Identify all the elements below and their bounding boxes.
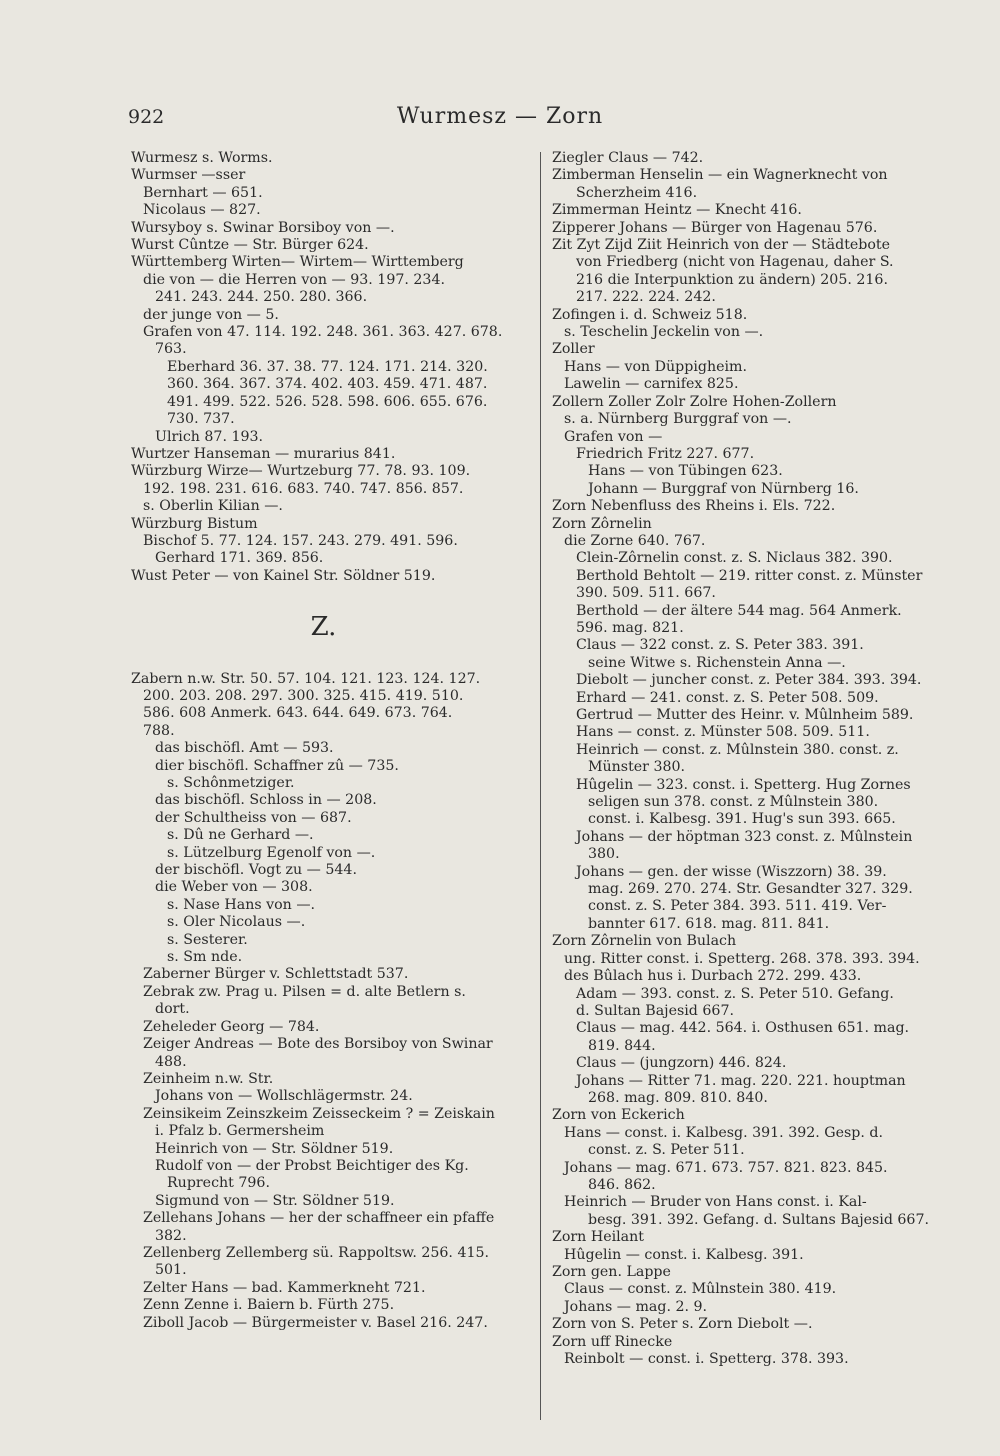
index-entry-line: Ruprecht 796. [167, 1175, 270, 1192]
index-entry-line: seligen sun 378. const. z Mûlnstein 380. [588, 794, 879, 811]
index-entry-line: Erhard — 241. const. z. S. Peter 508. 509. [576, 689, 879, 706]
running-title: Wurmesz — Zorn [396, 104, 604, 129]
index-entry-line: s. Sesterer. [167, 931, 248, 948]
index-entry-line: 586. 608 Anmerk. 643. 644. 649. 673. 764. [143, 705, 453, 722]
index-entry-line: s. Nase Hans von —. [167, 896, 316, 913]
index-entry-line: Hans — const. i. Kalbesg. 391. 392. Gesp. d. [564, 1124, 883, 1141]
index-entry-line: Zorn Heilant [552, 1229, 644, 1246]
index-entry-line: Zit Zyt Zijd Ziit Heinrich von der — Städtebote [552, 237, 891, 254]
index-entry-line: Berthold — der ältere 544 mag. 564 Anmerk. [576, 602, 902, 619]
index-entry-line: 380. [588, 846, 620, 863]
column-divider [540, 152, 541, 1420]
index-entry-line: Johann — Burggraf von Nürnberg 16. [588, 480, 859, 497]
index-entry-line: const. z. S. Peter 511. [588, 1142, 745, 1159]
index-entry-line: Zofingen i. d. Schweiz 518. [552, 306, 748, 323]
index-entry-line: 382. [155, 1227, 187, 1244]
index-entry-line: Zellenberg Zellemberg sü. Rappoltsw. 256. 415. [143, 1244, 490, 1261]
index-entry-line: das bischöfl. Amt — 593. [155, 740, 334, 757]
index-entry-line: 491. 499. 522. 526. 528. 598. 606. 655. 676. [167, 393, 488, 410]
index-entry-line: Berthold Behtolt — 219. ritter const. z. Münster [576, 567, 923, 584]
index-entry-line: 819. 844. [588, 1037, 656, 1054]
index-entry-line: Hans — von Düppigheim. [564, 358, 747, 375]
index-entry-line: die Weber von — 308. [155, 879, 313, 896]
index-entry-line: Claus — 322 const. z. S. Peter 383. 391. [576, 637, 864, 654]
index-entry-line: Adam — 393. const. z. S. Peter 510. Gefang. [576, 985, 894, 1002]
index-entry-line: 788. [143, 722, 175, 739]
index-entries-z-continued [552, 150, 962, 1368]
index-entry-line: Zipperer Johans — Bürger von Hagenau 576. [552, 219, 878, 236]
index-entry-line: Reinbolt — const. i. Spetterg. 378. 393. [564, 1351, 849, 1368]
index-entry-line: const. z. S. Peter 384. 393. 511. 419. Ver- [588, 898, 887, 915]
index-entry-line: der bischöfl. Vogt zu — 544. [155, 862, 357, 879]
left-column [131, 150, 536, 1332]
index-entry-line: 501. [155, 1262, 187, 1279]
index-entry-line: s. Lützelburg Egenolf von —. [167, 844, 376, 861]
index-entry-line: der Schultheiss von — 687. [155, 809, 352, 826]
index-entry-line: Ziboll Jacob — Bürgermeister v. Basel 216. 247. [143, 1314, 488, 1331]
index-entry-line: Würzburg Wirze— Wurtzeburg 77. 78. 93. 109. [131, 463, 471, 480]
index-entry-line: s. Sm nde. [167, 949, 243, 966]
index-entry-line: Würzburg Bistum [131, 515, 258, 532]
index-entry-line: Ziegler Claus — 742. [552, 150, 704, 166]
index-entry-line: Wurmesz s. Worms. [131, 150, 273, 166]
index-entry-line: Eberhard 36. 37. 38. 77. 124. 171. 214. 320. [167, 358, 488, 375]
index-entry-line: Zorn Nebenfluss des Rheins i. Els. 722. [552, 498, 836, 515]
index-entry-line: Zabern n.w. Str. 50. 57. 104. 121. 123. 124. 127. [131, 670, 481, 687]
index-entry-line: Hans — von Tübingen 623. [588, 463, 783, 480]
index-entry-line: Grafen von — [564, 428, 663, 445]
index-entry-line: Claus — mag. 442. 564. i. Osthusen 651. mag. [576, 1020, 910, 1037]
index-entry-line: Zaberner Bürger v. Schlettstadt 537. [143, 966, 409, 983]
index-entry-line: Zimmerman Heintz — Knecht 416. [552, 202, 802, 219]
index-entry-line: Friedrich Fritz 227. 677. [576, 445, 755, 462]
index-entry-line: Bischof 5. 77. 124. 157. 243. 279. 491. 596. [143, 532, 458, 549]
index-entry-line: Hans — const. z. Münster 508. 509. 511. [576, 724, 870, 741]
index-entry-line: 268. mag. 809. 810. 840. [588, 1089, 768, 1106]
index-entry-line: Bernhart — 651. [143, 184, 263, 201]
index-entry-line: Wurst Cûntze — Str. Bürger 624. [131, 237, 369, 254]
index-entry-line: Nicolaus — 827. [143, 202, 261, 219]
index-entry-line: Gertrud — Mutter des Heinr. v. Mûlnheim 589. [576, 707, 914, 723]
index-entry-line: bannter 617. 618. mag. 811. 841. [588, 915, 830, 932]
index-entry-line: dort. [155, 1001, 190, 1018]
index-entry-line: Claus — const. z. Mûlnstein 380. 419. [564, 1281, 837, 1298]
index-entry-line: Heinrich — const. z. Mûlnstein 380. const. z. [576, 741, 899, 758]
index-entry-line: Lawelin — carnifex 825. [564, 376, 739, 393]
index-entry-line: des Bûlach hus i. Durbach 272. 299. 433. [564, 968, 862, 985]
index-entry-line: const. i. Kalbesg. 391. Hug's sun 393. 665. [588, 811, 896, 828]
index-entry-line: s. Oler Nicolaus —. [167, 914, 306, 931]
index-entry-line: Gerhard 171. 369. 856. [155, 550, 324, 567]
index-entry-line: 390. 509. 511. 667. [576, 585, 716, 602]
index-entry-line: Zeinsikeim Zeinszkeim Zeisseckeim ? = Zeiskain [143, 1105, 495, 1122]
index-entry-line: Diebolt — juncher const. z. Peter 384. 393. 394. [576, 672, 922, 689]
index-entry-line: die von — die Herren von — 93. 197. 234. [143, 271, 445, 288]
index-entry-line: Zollern Zoller Zolr Zolre Hohen-Zollern [552, 393, 837, 410]
index-entry-line: die Zorne 640. 767. [564, 532, 706, 549]
index-entry-line: i. Pfalz b. Germersheim [155, 1123, 325, 1140]
index-entry-line: Johans — der höptman 323 const. z. Mûlnstein [576, 828, 913, 845]
index-entry-line: Zellehans Johans — her der schaffneer ein pfaffe [143, 1210, 495, 1227]
index-entry-line: Rudolf von — der Probst Beichtiger des Kg. [155, 1157, 469, 1174]
index-entry-line: Clein-Zôrnelin const. z. S. Niclaus 382. 390. [576, 550, 893, 567]
section-heading-z: Z. [310, 612, 337, 643]
index-entry-line: Württemberg Wirten— Wirtem— Wirttemberg [131, 254, 464, 271]
index-entry-line: mag. 269. 270. 274. Str. Gesandter 327. 329. [588, 881, 913, 898]
index-entry-line: 763. [155, 341, 187, 358]
index-entry-line: Johans — mag. 2. 9. [564, 1298, 708, 1315]
index-entry-line: der junge von — 5. [143, 306, 279, 323]
index-entry-line: Zorn Zôrnelin [552, 515, 652, 532]
right-column [552, 150, 962, 1368]
index-entry-line: Claus — (jungzorn) 446. 824. [576, 1055, 787, 1072]
index-entry-line: s. Dû ne Gerhard —. [167, 827, 314, 844]
index-entry-line: d. Sultan Bajesid 667. [576, 1002, 734, 1019]
index-entry-line: 360. 364. 367. 374. 402. 403. 459. 471. 487. [167, 376, 488, 393]
index-entry-line: 192. 198. 231. 616. 683. 740. 747. 856. 857. [143, 480, 464, 497]
index-entry-line: Heinrich — Bruder von Hans const. i. Kal- [564, 1194, 867, 1211]
index-entry-line: 730. 737. [167, 411, 235, 428]
index-entry-line: Zorn uff Rinecke [552, 1333, 673, 1350]
index-entry-line: Johans von — Wollschlägermstr. 24. [155, 1088, 413, 1105]
index-entry-line: das bischöfl. Schloss in — 208. [155, 792, 377, 809]
page-number: 922 [128, 106, 165, 128]
index-entry-line: 596. mag. 821. [576, 619, 684, 636]
index-entry-line: Heinrich von — Str. Söldner 519. [155, 1140, 394, 1157]
index-entry-line: Wurtzer Hanseman — murarius 841. [131, 445, 396, 462]
index-entry-line: 216 die Interpunktion zu ändern) 205. 216. [576, 271, 888, 288]
index-entry-line: Zorn von S. Peter s. Zorn Diebolt —. [552, 1316, 813, 1333]
index-entry-line: s. Oberlin Kilian —. [143, 498, 283, 515]
index-entry-line: Ulrich 87. 193. [155, 428, 264, 445]
index-entry-line: Zimberman Henselin — ein Wagnerknecht von [552, 167, 888, 184]
index-entry-line: 846. 862. [588, 1176, 656, 1193]
index-entry-line: Scherzheim 416. [576, 184, 698, 201]
index-entry-line: Wurmser —sser [131, 167, 246, 184]
index-entry-line: 241. 243. 244. 250. 280. 366. [155, 289, 368, 306]
index-entry-line: Zeinheim n.w. Str. [143, 1070, 274, 1087]
index-entry-line: Zoller [552, 341, 595, 358]
index-entry-line: Wursyboy s. Swinar Borsiboy von —. [131, 219, 395, 236]
index-entry-line: ung. Ritter const. i. Spetterg. 268. 378. 393. 394. [564, 950, 920, 967]
index-entries-z [131, 671, 536, 1332]
index-entry-line: s. a. Nürnberg Burggraf von —. [564, 411, 792, 428]
index-entry-line: Zorn Zôrnelin von Bulach [552, 933, 737, 950]
index-entry-line: Hûgelin — const. i. Kalbesg. 391. [564, 1246, 804, 1263]
index-entry-line: Sigmund von — Str. Söldner 519. [155, 1192, 395, 1209]
index-entry-line: Zorn von Eckerich [552, 1107, 685, 1124]
index-entry-line: seine Witwe s. Richenstein Anna —. [588, 654, 846, 671]
index-entry-line: Münster 380. [588, 759, 686, 776]
index-entries-w [131, 150, 536, 585]
index-entry-line: Grafen von 47. 114. 192. 248. 361. 363. 427. 678. [143, 324, 503, 341]
index-entry-line: Hûgelin — 323. const. i. Spetterg. Hug Zornes [576, 776, 911, 793]
index-entry-line: Zeiger Andreas — Bote des Borsiboy von Swinar [143, 1036, 493, 1053]
index-entry-line: s. Teschelin Jeckelin von —. [564, 324, 764, 341]
index-entry-line: Zenn Zenne i. Baiern b. Fürth 275. [143, 1297, 395, 1314]
index-entry-line: besg. 391. 392. Gefang. d. Sultans Bajesid 667. [588, 1211, 929, 1228]
index-entry-line: 217. 222. 224. 242. [576, 289, 716, 306]
index-entry-line: s. Schônmetziger. [167, 775, 295, 791]
index-entry-line: dier bischöfl. Schaffner zû — 735. [155, 757, 399, 774]
index-entry-line: Zebrak zw. Prag u. Pilsen = d. alte Betlern s. [143, 983, 466, 1000]
index-entry-line: 200. 203. 208. 297. 300. 325. 415. 419. 510. [143, 687, 464, 704]
index-entry-line: Zorn gen. Lappe [552, 1264, 671, 1280]
index-entry-line: Zeheleder Georg — 784. [143, 1018, 320, 1035]
index-entry-line: Johans — gen. der wisse (Wiszzorn) 38. 39. [576, 863, 887, 880]
index-entry-line: Wust Peter — von Kainel Str. Söldner 519. [131, 567, 436, 584]
index-entry-line: Johans — mag. 671. 673. 757. 821. 823. 845. [564, 1159, 888, 1176]
index-entry-line: von Friedberg (nicht von Hagenau, daher S. [576, 254, 894, 271]
index-entry-line: Johans — Ritter 71. mag. 220. 221. houptman [576, 1072, 906, 1089]
index-entry-line: 488. [155, 1053, 187, 1070]
index-entry-line: Zelter Hans — bad. Kammerkneht 721. [143, 1279, 426, 1296]
